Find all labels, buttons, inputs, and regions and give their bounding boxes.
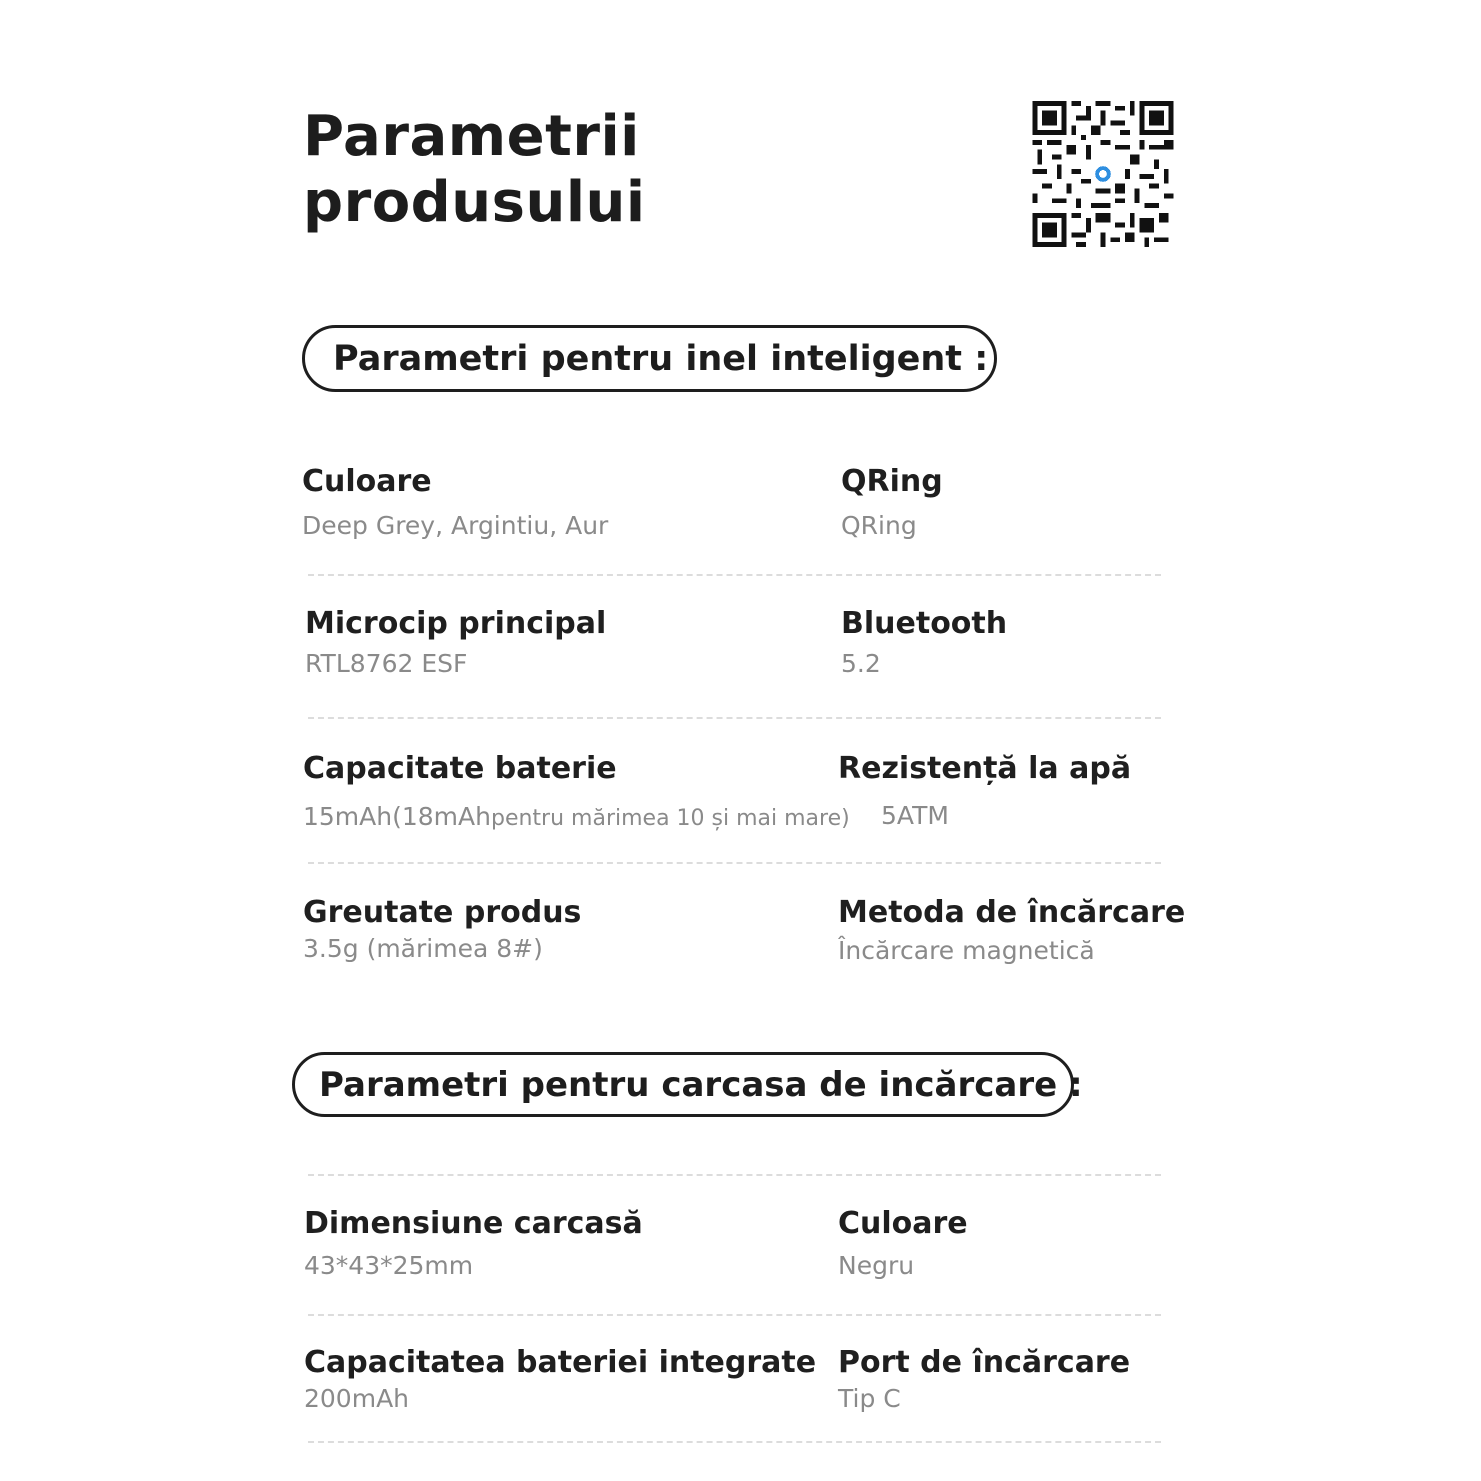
- ring-app-value: QRing: [841, 511, 917, 540]
- case-battery-label: Capacitatea bateriei integrate: [304, 1345, 817, 1380]
- ring-color-value: Deep Grey, Argintiu, Aur: [302, 511, 609, 540]
- ring-app-label: QRing: [841, 464, 943, 499]
- ring-color-label: Culoare: [302, 464, 432, 499]
- ring-bluetooth-label: Bluetooth: [841, 606, 1008, 641]
- case-battery-cell: [304, 1345, 816, 1413]
- case-parameters-heading: Parametri pentru carcasa de incărcare :: [292, 1052, 1074, 1117]
- ring-battery-value: [303, 802, 850, 831]
- ring-chip-label: Microcip principal: [305, 606, 607, 641]
- divider: [308, 1441, 1161, 1443]
- case-charging-port-label: Port de încărcare: [838, 1345, 1131, 1380]
- ring-water-resistance-cell: [838, 751, 1131, 786]
- divider: [308, 574, 1161, 576]
- ring-water-resistance-value: 5ATM: [881, 801, 949, 830]
- ring-charging-method-value: Încărcare magnetică: [838, 936, 1095, 965]
- divider: [308, 717, 1161, 719]
- ring-app-cell: [841, 464, 943, 540]
- ring-weight-value: 3.5g (mărimea 8#): [303, 934, 543, 963]
- ring-bluetooth-value: 5.2: [841, 649, 881, 678]
- ring-chip-cell: [305, 606, 606, 678]
- case-size-label: Dimensiune carcasă: [304, 1206, 643, 1241]
- case-size-value: 43*43*25mm: [304, 1251, 474, 1280]
- ring-parameters-heading: Parametri pentru inel inteligent :: [302, 325, 997, 392]
- qr-code-icon[interactable]: [1032, 101, 1174, 247]
- case-color-value: Negru: [838, 1251, 915, 1280]
- case-size-cell: [304, 1206, 643, 1280]
- ring-color-cell: [302, 464, 608, 540]
- ring-battery-cell: [303, 751, 850, 831]
- divider: [308, 1314, 1161, 1316]
- ring-water-resistance-label: Rezistență la apă: [838, 751, 1132, 786]
- ring-charging-method-cell: [838, 895, 1185, 965]
- page-title: [303, 104, 646, 236]
- ring-battery-value-note: pentru mărimea 10 și mai mare): [490, 806, 850, 831]
- ring-bluetooth-cell: [841, 606, 1007, 678]
- page-title-line-1: Parametrii: [303, 104, 640, 169]
- case-charging-port-cell: [838, 1345, 1130, 1413]
- ring-charging-method-label: Metoda de încărcare: [838, 895, 1186, 930]
- ring-battery-value-main: 15mAh(18mAh: [303, 802, 491, 831]
- divider: [308, 862, 1161, 864]
- ring-chip-value: RTL8762 ESF: [305, 649, 468, 678]
- page-title-line-2: produsului: [303, 170, 646, 235]
- ring-weight-cell: [303, 895, 581, 963]
- case-color-cell: [838, 1206, 968, 1280]
- case-charging-port-value: Tip C: [838, 1384, 901, 1413]
- ring-weight-label: Greutate produs: [303, 895, 582, 930]
- divider: [308, 1174, 1161, 1176]
- case-color-label: Culoare: [838, 1206, 968, 1241]
- ring-battery-label: Capacitate baterie: [303, 751, 617, 786]
- case-battery-value: 200mAh: [304, 1384, 410, 1413]
